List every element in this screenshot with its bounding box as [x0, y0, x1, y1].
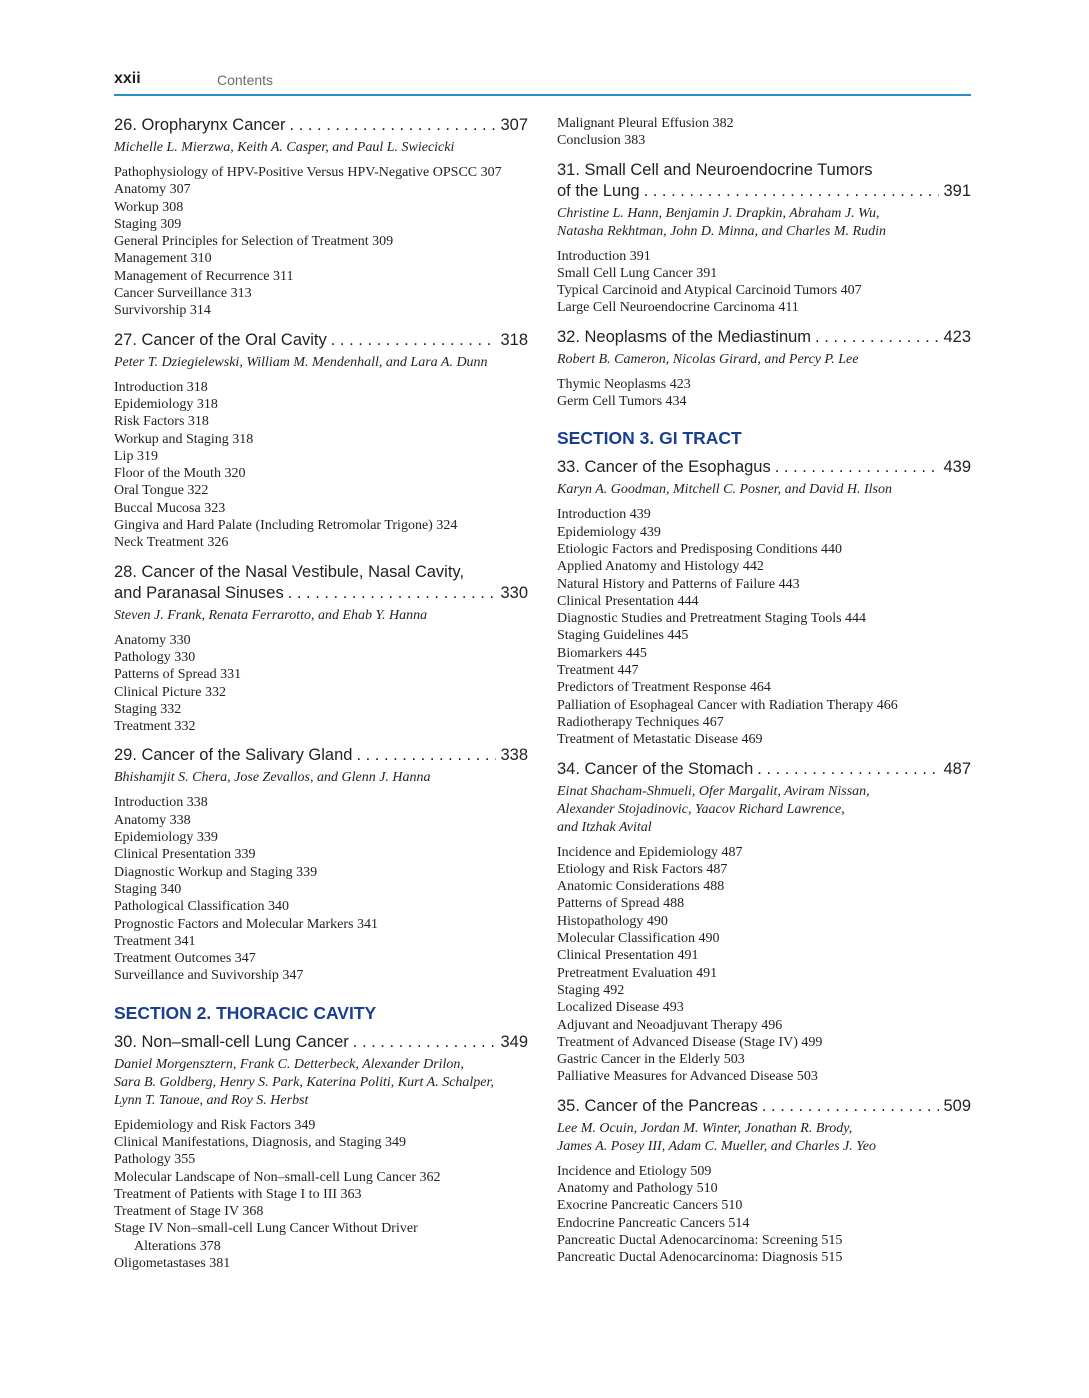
chapter-page-number: 423: [943, 327, 971, 346]
topic-item: Alterations 378: [134, 1238, 221, 1254]
chapter-title-text: 29. Cancer of the Salivary Gland: [114, 746, 353, 765]
chapter-title-text: and Paranasal Sinuses: [114, 583, 284, 602]
dot-leader: [757, 759, 939, 780]
topic-item: Pancreatic Ductal Adenocarcinoma: Diagnosis 515: [557, 1250, 843, 1266]
topic-item: Pathophysiology of HPV-Positive Versus HPV-Negative OPSCC 307: [114, 165, 502, 180]
chapter-authors: [114, 1056, 528, 1110]
topic-item: Pathology 330: [114, 649, 196, 665]
chapter-title-text: 28. Cancer of the Nasal Vestibule, Nasal Cavity,: [114, 562, 465, 581]
topic-item: Buccal Mucosa 323: [114, 500, 226, 516]
topic-item: Surveillance and Suvivorship 347: [114, 968, 304, 984]
topic-item: Lip 319: [114, 448, 158, 464]
chapter-title: [114, 1032, 528, 1053]
topic-item: Staging 332: [114, 701, 182, 717]
author-line: Lynn T. Tanoue, and Roy S. Herbst: [114, 1092, 309, 1108]
topic-item: Large Cell Neuroendocrine Carcinoma 411: [557, 300, 799, 316]
topic-item: Localized Disease 493: [557, 1000, 684, 1016]
topic-item: Gingiva and Hard Palate (Including Retromolar Trigone) 324: [114, 518, 458, 534]
topic-item: Treatment 341: [114, 933, 196, 949]
topic-item: Neck Treatment 326: [114, 535, 229, 551]
section-heading: SECTION 3. GI TRACT: [557, 428, 742, 449]
chapter-title: [557, 160, 971, 202]
chapter-title-line: [114, 583, 528, 604]
author-line: Karyn A. Goodman, Mitchell C. Posner, and David H. Ilson: [557, 482, 892, 498]
topic-item: Anatomy 330: [114, 632, 191, 648]
chapter-page-number: 509: [943, 1096, 971, 1115]
topic-item: Prognostic Factors and Molecular Markers 341: [114, 916, 378, 932]
chapter-title-text: 27. Cancer of the Oral Cavity: [114, 330, 327, 349]
chapter-title: [114, 330, 528, 351]
topic-item: Anatomy and Pathology 510: [557, 1180, 718, 1196]
topic-item: Risk Factors 318: [114, 414, 209, 430]
chapter-entry: [557, 1096, 971, 1267]
topic-list: [114, 1117, 528, 1273]
topic-item: Pathological Classification 340: [114, 899, 289, 915]
dot-leader: [762, 1096, 940, 1117]
topic-item: Epidemiology 439: [557, 524, 661, 540]
chapter-page-number: 391: [943, 181, 971, 200]
topic-item: Germ Cell Tumors 434: [557, 394, 687, 410]
author-line: Einat Shacham-Shmueli, Ofer Margalit, Aviram Nissan,: [557, 783, 870, 799]
topic-item: Staging 492: [557, 982, 625, 998]
section-heading: SECTION 2. THORACIC CAVITY: [114, 1002, 377, 1023]
dot-leader: [288, 583, 497, 604]
chapter-entry: [557, 327, 971, 411]
topic-item: Anatomy 338: [114, 812, 191, 828]
dot-leader: [356, 745, 496, 766]
topic-list: [114, 379, 528, 552]
chapter-title-line: [557, 181, 971, 202]
chapter-title: [557, 759, 971, 780]
chapter-title-line: [114, 562, 528, 583]
chapter-title: [114, 562, 528, 604]
chapter-title: [114, 745, 528, 766]
topic-item: Diagnostic Studies and Pretreatment Staging Tools 444: [557, 611, 867, 627]
topic-item: Incidence and Etiology 509: [557, 1163, 712, 1179]
topic-item: Epidemiology 339: [114, 830, 218, 846]
topic-item: Pathology 355: [114, 1152, 196, 1168]
topic-item: Treatment of Stage IV 368: [114, 1204, 264, 1220]
continued-topic-list: [557, 115, 971, 150]
topic-item: Treatment Outcomes 347: [114, 951, 256, 967]
topic-item: Applied Anatomy and Histology 442: [557, 559, 764, 575]
topic-item: Diagnostic Workup and Staging 339: [114, 864, 318, 880]
topic-item: Introduction 318: [114, 379, 208, 395]
page-number: xxii: [114, 70, 141, 87]
chapter-title-line: [114, 1032, 528, 1053]
topic-list: [114, 794, 528, 984]
chapter-entry: [114, 1032, 528, 1273]
author-line: Christine L. Hann, Benjamin J. Drapkin, Abraham J. Wu,: [557, 205, 880, 221]
chapter-title-line: [557, 457, 971, 478]
right-column: [557, 115, 971, 1276]
topic-item: Floor of the Mouth 320: [114, 466, 246, 482]
chapter-title-text: 30. Non–small-cell Lung Cancer: [114, 1032, 349, 1051]
topic-item: Histopathology 490: [557, 913, 668, 929]
author-line: Sara B. Goldberg, Henry S. Park, Katerina Politi, Kurt A. Schalper,: [114, 1074, 494, 1090]
author-line: Alexander Stojadinovic, Yaacov Richard Lawrence,: [557, 801, 845, 817]
dot-leader: [644, 181, 940, 202]
topic-item: Anatomic Considerations 488: [557, 879, 725, 895]
chapter-page-number: 318: [500, 330, 528, 349]
topic-item: Gastric Cancer in the Elderly 503: [557, 1052, 745, 1068]
author-line: Steven J. Frank, Renata Ferrarotto, and Ehab Y. Hanna: [114, 607, 428, 623]
page-header: [114, 68, 971, 96]
topic-item: Endocrine Pancreatic Cancers 514: [557, 1215, 750, 1231]
author-line: James A. Posey III, Adam C. Mueller, and Charles J. Yeo: [557, 1138, 876, 1154]
topic-item: Clinical Manifestations, Diagnosis, and Staging 349: [114, 1134, 407, 1150]
chapter-page-number: 439: [943, 458, 971, 477]
chapter-authors: [114, 354, 528, 372]
topic-item: Epidemiology and Risk Factors 349: [114, 1117, 316, 1133]
chapter-title-text: 26. Oropharynx Cancer: [114, 116, 286, 134]
chapter-title-line: [114, 115, 528, 136]
topic-item: Clinical Presentation 444: [557, 593, 699, 609]
topic-item: Patterns of Spread 488: [557, 896, 685, 912]
chapter-title-line: [557, 1096, 971, 1117]
topic-item: Etiology and Risk Factors 487: [557, 861, 728, 877]
topic-item: General Principles for Selection of Treatment 309: [114, 234, 394, 250]
topic-item: Pretreatment Evaluation 491: [557, 965, 718, 981]
author-line: Natasha Rekhtman, John D. Minna, and Charles M. Rudin: [557, 223, 886, 239]
chapter-entry: [557, 160, 971, 317]
topic-item: Conclusion 383: [557, 133, 646, 149]
topic-item: Oligometastases 381: [114, 1256, 231, 1272]
author-line: and Itzhak Avital: [557, 819, 652, 835]
chapter-authors: [557, 783, 971, 837]
dot-leader: [290, 115, 497, 136]
topic-item: Adjuvant and Neoadjuvant Therapy 496: [557, 1017, 783, 1033]
topic-item: Etiologic Factors and Predisposing Conditions 440: [557, 541, 843, 557]
topic-item: Small Cell Lung Cancer 391: [557, 265, 718, 281]
topic-item: Molecular Landscape of Non–small-cell Lung Cancer 362: [114, 1169, 441, 1185]
chapter-authors: [114, 607, 528, 625]
chapter-authors: [557, 205, 971, 241]
topic-item: Incidence and Epidemiology 487: [557, 844, 743, 860]
topic-item: Pancreatic Ductal Adenocarcinoma: Screening 515: [557, 1232, 843, 1248]
author-line: Michelle L. Mierzwa, Keith A. Casper, and Paul L. Swiecicki: [114, 140, 455, 155]
dot-leader: [815, 327, 939, 348]
chapter-page-number: 487: [943, 759, 971, 778]
dot-leader: [353, 1032, 497, 1053]
topic-item: Predictors of Treatment Response 464: [557, 680, 771, 696]
topic-item: Palliation of Esophageal Cancer with Radiation Therapy 466: [557, 697, 898, 713]
chapter-entry: [557, 759, 971, 1086]
chapter-authors: [557, 1120, 971, 1156]
author-line: Bhishamjit S. Chera, Jose Zevallos, and Glenn J. Hanna: [114, 770, 431, 786]
topic-item: Introduction 391: [557, 248, 651, 264]
topic-item: Biomarkers 445: [557, 645, 647, 661]
chapter-title-text: of the Lung: [557, 181, 640, 200]
chapter-title-text: 34. Cancer of the Stomach: [557, 759, 754, 778]
topic-list: [557, 844, 971, 1086]
author-line: Lee M. Ocuin, Jordan M. Winter, Jonathan R. Brody,: [557, 1120, 853, 1136]
topic-item: Management of Recurrence 311: [114, 268, 294, 284]
chapter-title: [557, 1096, 971, 1117]
topic-item: Staging Guidelines 445: [557, 628, 689, 644]
left-column: [114, 115, 528, 1282]
topic-list: [114, 164, 528, 320]
topic-item: Treatment 447: [557, 663, 639, 679]
topic-item: Exocrine Pancreatic Cancers 510: [557, 1198, 743, 1214]
chapter-authors: [557, 351, 971, 369]
chapter-title-line: [114, 745, 528, 766]
topic-list: [114, 632, 528, 736]
author-line: Robert B. Cameron, Nicolas Girard, and Percy P. Lee: [557, 351, 859, 367]
topic-item: Treatment 332: [114, 719, 196, 735]
running-title: Contents: [217, 72, 274, 88]
topic-item: Anatomy 307: [114, 182, 191, 198]
topic-item: Staging 309: [114, 216, 182, 232]
chapter-title-line: [557, 759, 971, 780]
chapter-authors: [114, 769, 528, 787]
chapter-title: [114, 115, 528, 136]
chapter-entry: [114, 562, 528, 736]
chapter-title-text: 33. Cancer of the Esophagus: [557, 458, 771, 477]
chapter-authors: [114, 139, 528, 157]
topic-item: Introduction 338: [114, 795, 208, 811]
topic-item: Clinical Presentation 491: [557, 948, 699, 964]
topic-item: Oral Tongue 322: [114, 483, 209, 499]
chapter-title: [557, 457, 971, 478]
chapter-title-line: [557, 160, 971, 181]
chapter-title-text: 31. Small Cell and Neuroendocrine Tumors: [557, 160, 873, 179]
chapter-authors: [557, 481, 971, 499]
chapter-title: [557, 327, 971, 348]
topic-item: Stage IV Non–small-cell Lung Cancer Without Driver: [114, 1221, 418, 1237]
author-line: Peter T. Dziegielewski, William M. Mendenhall, and Lara A. Dunn: [114, 354, 488, 370]
topic-item: Patterns of Spread 331: [114, 667, 242, 683]
topic-item: Clinical Presentation 339: [114, 847, 256, 863]
chapter-entry: [114, 745, 528, 984]
topic-item: Malignant Pleural Effusion 382: [557, 116, 734, 131]
topic-list: [557, 248, 971, 317]
dot-leader: [331, 330, 497, 351]
topic-item: Workup and Staging 318: [114, 431, 254, 447]
topic-item: Introduction 439: [557, 507, 651, 523]
author-line: Daniel Morgensztern, Frank C. Detterbeck, Alexander Drilon,: [114, 1056, 464, 1072]
topic-item: Typical Carcinoid and Atypical Carcinoid Tumors 407: [557, 283, 862, 299]
topic-item: Clinical Picture 332: [114, 684, 226, 700]
topic-item: Workup 308: [114, 199, 184, 215]
topic-item: Molecular Classification 490: [557, 931, 720, 947]
topic-list: [557, 506, 971, 748]
topic-item: Natural History and Patterns of Failure 443: [557, 576, 800, 592]
topic-item: Radiotherapy Techniques 467: [557, 714, 724, 730]
chapter-title-text: 35. Cancer of the Pancreas: [557, 1096, 758, 1115]
chapter-page-number: 338: [500, 746, 528, 765]
topic-item: Treatment of Patients with Stage I to III 363: [114, 1186, 362, 1202]
chapter-title-line: [114, 330, 528, 351]
chapter-page-number: 307: [500, 116, 528, 134]
chapter-entry: [114, 115, 528, 320]
topic-item: Management 310: [114, 251, 212, 267]
topic-item: Treatment of Advanced Disease (Stage IV) 499: [557, 1034, 823, 1050]
chapter-page-number: 330: [500, 583, 528, 602]
topic-item: Cancer Surveillance 313: [114, 286, 252, 302]
topic-item: Thymic Neoplasms 423: [557, 376, 691, 392]
chapter-entry: [114, 330, 528, 552]
topic-item: Palliative Measures for Advanced Disease 503: [557, 1069, 818, 1085]
chapter-page-number: 349: [500, 1032, 528, 1051]
chapter-title-line: [557, 327, 971, 348]
topic-list: [557, 376, 971, 411]
chapter-title-text: 32. Neoplasms of the Mediastinum: [557, 327, 812, 346]
topic-item: Staging 340: [114, 881, 182, 897]
dot-leader: [775, 457, 940, 478]
topic-item: Survivorship 314: [114, 303, 211, 319]
topic-item: Epidemiology 318: [114, 396, 218, 412]
topic-item: Treatment of Metastatic Disease 469: [557, 732, 763, 748]
chapter-entry: [557, 457, 971, 748]
topic-list: [557, 1163, 971, 1267]
